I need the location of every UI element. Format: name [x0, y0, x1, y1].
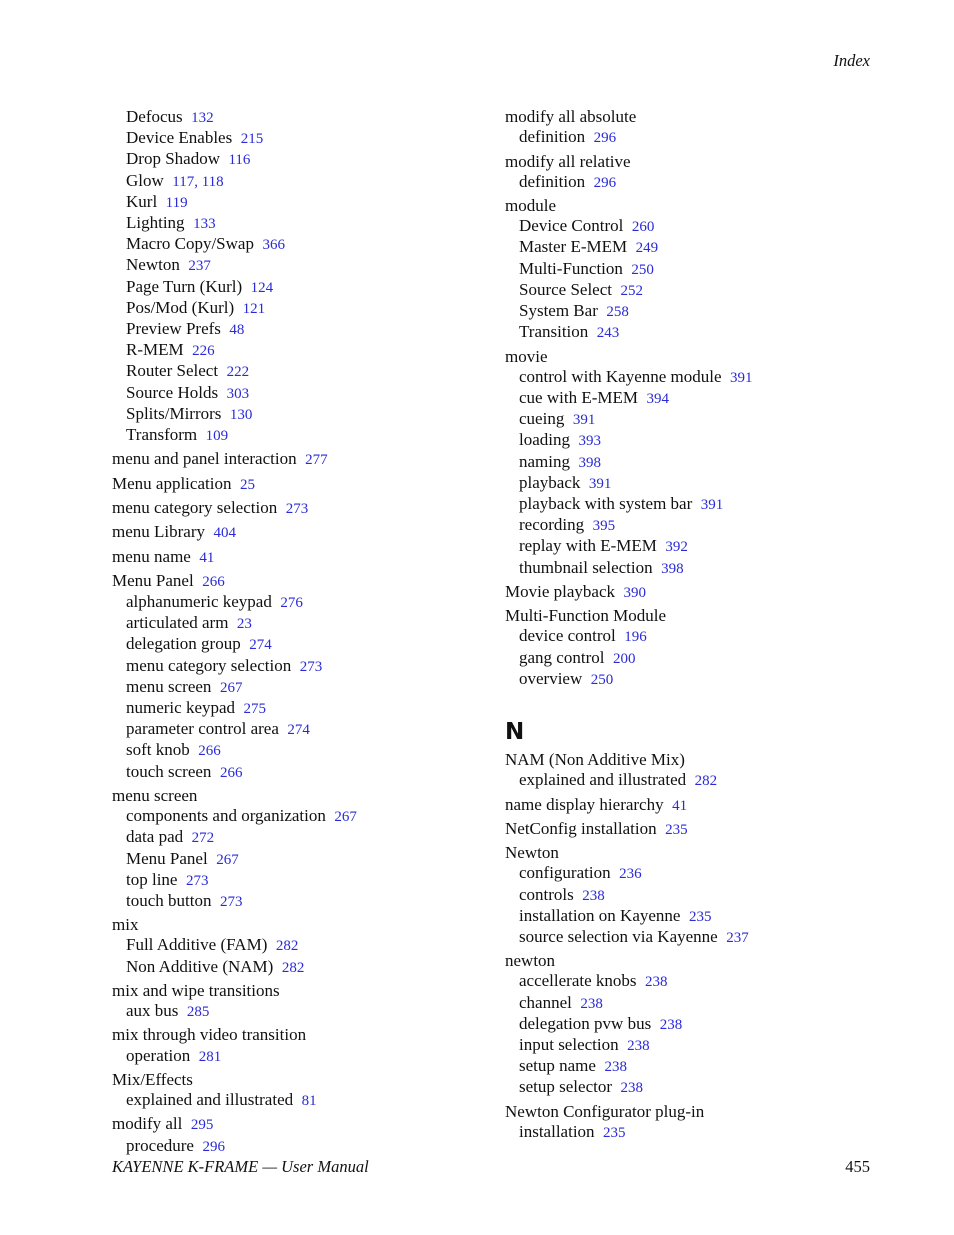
- page-link[interactable]: 236: [619, 866, 642, 883]
- index-term: numeric keypad: [126, 698, 236, 718]
- page-link[interactable]: 391: [588, 475, 612, 492]
- index-subentry: [112, 404, 492, 425]
- index-term: menu Library: [112, 522, 205, 542]
- index-subentry: [505, 430, 885, 451]
- index-subentry: [505, 648, 885, 669]
- index-term: components and organization: [126, 806, 326, 826]
- index-term: operation: [126, 1045, 191, 1065]
- index-term: menu category selection: [126, 655, 292, 675]
- index-term: control with Kayenne module: [519, 366, 722, 386]
- index-term: NetConfig installation: [505, 818, 657, 838]
- index-subentry: [112, 1001, 492, 1022]
- index-term: explained and illustrated: [519, 770, 687, 790]
- index-entry: [112, 1025, 492, 1045]
- page-link[interactable]: 196: [624, 629, 647, 646]
- index-term: movie: [505, 346, 548, 366]
- page-link[interactable]: 274: [249, 637, 272, 654]
- page-link[interactable]: 267: [334, 809, 357, 826]
- page-link[interactable]: 235: [603, 1124, 626, 1141]
- index-term: menu name: [112, 546, 191, 566]
- index-term: Menu Panel: [112, 570, 194, 590]
- index-subentry: [112, 957, 492, 978]
- page-link[interactable]: 215: [240, 131, 264, 148]
- index-term: Glow: [126, 170, 164, 190]
- page-link[interactable]: 121: [242, 300, 266, 317]
- index-subentry: [505, 536, 885, 557]
- index-subentry: [112, 613, 492, 634]
- index-term: data pad: [126, 827, 184, 847]
- index-term: Multi-Function Module: [505, 606, 667, 626]
- index-term: modify all relative: [505, 151, 631, 171]
- index-subentry: [505, 626, 885, 647]
- index-entry: [112, 522, 492, 543]
- page-link[interactable]: 133: [193, 216, 216, 233]
- page-link[interactable]: 237: [726, 929, 749, 946]
- index-column-right: [505, 107, 885, 1143]
- page-link[interactable]: 273: [185, 872, 209, 889]
- index-subentry: [112, 425, 492, 446]
- page-link[interactable]: 238: [627, 1038, 650, 1055]
- index-subentry: [112, 361, 492, 382]
- page-link[interactable]: 118: [201, 173, 224, 190]
- index-subentry: [112, 340, 492, 361]
- index-term: aux bus: [126, 1001, 179, 1021]
- index-term: thumbnail selection: [519, 557, 653, 577]
- page-link[interactable]: 390: [623, 584, 646, 601]
- page-link[interactable]: 391: [700, 496, 724, 513]
- index-subentry: [112, 213, 492, 234]
- index-subentry: [505, 927, 885, 948]
- index-column-left: [112, 107, 492, 1157]
- page-link[interactable]: 276: [280, 595, 303, 612]
- index-term: menu and panel interaction: [112, 449, 297, 469]
- index-term: setup selector: [519, 1077, 612, 1097]
- index-term: delegation pvw bus: [519, 1013, 652, 1033]
- page-link[interactable]: 226: [192, 343, 215, 360]
- page-link[interactable]: 238: [620, 1080, 643, 1097]
- index-entry: [505, 1102, 885, 1122]
- index-subentry: [112, 319, 492, 340]
- page-link[interactable]: 130: [229, 406, 253, 423]
- page-link[interactable]: 393: [578, 433, 601, 450]
- page-link[interactable]: 200: [612, 650, 636, 667]
- page-link[interactable]: 41: [199, 549, 215, 566]
- index-subentry: [112, 849, 492, 870]
- page-link[interactable]: 391: [572, 412, 596, 429]
- index-term: Source Select: [519, 279, 612, 299]
- index-subentry: [112, 762, 492, 783]
- page-link[interactable]: 296: [593, 130, 617, 147]
- page-link[interactable]: 272: [191, 830, 215, 847]
- page-link[interactable]: 295: [190, 1117, 214, 1134]
- index-subentry: [112, 719, 492, 740]
- page-link[interactable]: 296: [202, 1138, 225, 1155]
- index-term: Multi-Function: [519, 258, 623, 278]
- index-term: mix and wipe transitions: [112, 980, 280, 1000]
- page-link[interactable]: 25: [239, 476, 255, 493]
- index-term: playback with system bar: [519, 493, 693, 513]
- index-subentry: [112, 935, 492, 956]
- index-term: module: [505, 196, 556, 215]
- index-entry: [505, 819, 885, 840]
- index-subentry: [505, 409, 885, 430]
- index-subentry: [505, 259, 885, 280]
- index-term: Kurl: [126, 191, 158, 211]
- page-link[interactable]: 243: [596, 325, 620, 342]
- index-letter-heading: N: [505, 718, 525, 745]
- index-term: loading: [519, 430, 570, 450]
- page-link[interactable]: 109: [205, 428, 229, 445]
- page-link[interactable]: 41: [672, 797, 688, 814]
- index-term: playback: [519, 472, 581, 492]
- index-subentry: [505, 515, 885, 536]
- index-term: mix through video transition: [112, 1025, 307, 1045]
- page-link[interactable]: 260: [631, 219, 655, 236]
- index-subentry: [112, 677, 492, 698]
- index-entry: [505, 107, 885, 127]
- index-subentry: [112, 107, 492, 128]
- index-term: controls: [519, 884, 574, 904]
- index-term: alphanumeric keypad: [126, 592, 272, 612]
- index-subentry: [112, 1136, 492, 1157]
- index-term: replay with E-MEM: [519, 536, 657, 556]
- page-link[interactable]: 391: [730, 369, 753, 386]
- index-entry: [112, 1114, 492, 1135]
- page-link[interactable]: 281: [198, 1048, 222, 1065]
- page-link[interactable]: 274: [287, 722, 310, 739]
- index-subentry: [112, 192, 492, 213]
- index-term: Lighting: [126, 213, 185, 233]
- index-subentry: [112, 656, 492, 677]
- index-term: parameter control area: [126, 719, 279, 739]
- page-link[interactable]: 273: [219, 893, 243, 910]
- index-subentry: [112, 1090, 492, 1111]
- index-entry: [505, 582, 885, 603]
- index-term: name display hierarchy: [505, 794, 664, 814]
- index-subentry: [505, 558, 885, 579]
- page-link[interactable]: 273: [299, 658, 323, 675]
- index-term: Newton Configurator plug-in: [505, 1101, 705, 1121]
- index-entry: [505, 196, 885, 216]
- index-term: articulated arm: [126, 613, 229, 633]
- index-term: installation: [519, 1121, 595, 1141]
- page-link[interactable]: 237: [188, 258, 211, 275]
- index-term: Macro Copy/Swap: [126, 234, 254, 254]
- index-subentry: [505, 322, 885, 343]
- index-term: Movie playback: [505, 581, 615, 601]
- page-link[interactable]: 266: [219, 764, 243, 781]
- page-link[interactable]: 282: [281, 959, 305, 976]
- index-subentry: [505, 280, 885, 301]
- index-subentry: [112, 806, 492, 827]
- page-link[interactable]: 250: [590, 671, 614, 688]
- page-link[interactable]: 273: [285, 500, 309, 517]
- footer-title: KAYENNE K-FRAME — User Manual: [112, 1157, 369, 1176]
- page-link[interactable]: 249: [635, 240, 659, 257]
- index-subentry: [112, 277, 492, 298]
- index-term: Mix/Effects: [112, 1069, 193, 1089]
- index-term: Defocus: [126, 107, 183, 126]
- index-entry: [112, 915, 492, 935]
- index-term: definition: [519, 127, 586, 147]
- page-link[interactable]: 252: [620, 282, 643, 299]
- index-term: configuration: [519, 863, 611, 883]
- index-term: explained and illustrated: [126, 1090, 294, 1110]
- index-subentry: [505, 863, 885, 884]
- index-term: modify all: [112, 1114, 183, 1134]
- index-subentry: [505, 906, 885, 927]
- page-link[interactable]: 124: [250, 279, 274, 296]
- index-term: overview: [519, 668, 583, 688]
- index-term: Master E-MEM: [519, 237, 628, 257]
- index-subentry: [505, 1035, 885, 1056]
- index-entry: [505, 152, 885, 172]
- index-subentry: [505, 388, 885, 409]
- index-subentry: [505, 301, 885, 322]
- index-subentry: [112, 128, 492, 149]
- index-term: cueing: [519, 409, 565, 429]
- index-subentry: [505, 452, 885, 473]
- index-entry: [112, 547, 492, 568]
- index-subentry: [112, 592, 492, 613]
- index-term: Source Holds: [126, 382, 219, 402]
- page-link[interactable]: 267: [219, 679, 243, 696]
- index-subentry: [505, 216, 885, 237]
- page-link[interactable]: 238: [659, 1016, 683, 1033]
- index-subentry: [505, 669, 885, 690]
- page-link[interactable]: 282: [275, 938, 299, 955]
- index-subentry: [505, 971, 885, 992]
- page-link[interactable]: 275: [243, 701, 267, 718]
- footer-page-number: 455: [845, 1157, 870, 1176]
- index-term: Device Control: [519, 216, 624, 236]
- section-gap: [505, 690, 885, 711]
- index-subentry: [505, 770, 885, 791]
- page-link[interactable]: 296: [593, 174, 617, 191]
- index-subentry: [112, 698, 492, 719]
- index-entry-continuation: [505, 127, 885, 148]
- index-subentry: [112, 298, 492, 319]
- page-link[interactable]: 116: [228, 152, 251, 169]
- index-entry: [112, 571, 492, 592]
- index-subentry: [505, 367, 885, 388]
- page-link[interactable]: 222: [226, 364, 250, 381]
- index-entry: [505, 951, 885, 971]
- page-link[interactable]: 398: [578, 454, 601, 471]
- index-term: cue with E-MEM: [519, 387, 638, 407]
- index-term: channel: [519, 992, 572, 1012]
- index-term: Menu Panel: [126, 848, 208, 868]
- index-term: touch button: [126, 890, 212, 910]
- index-term: touch screen: [126, 761, 212, 781]
- running-header: Index: [833, 51, 870, 70]
- index-term: installation on Kayenne: [519, 905, 681, 925]
- page-link[interactable]: 303: [226, 385, 250, 402]
- index-term: Drop Shadow: [126, 149, 220, 169]
- index-term: Newton: [126, 255, 180, 275]
- page-link[interactable]: 81: [301, 1093, 317, 1110]
- page-link[interactable]: 267: [216, 851, 239, 868]
- index-entry-continuation: [112, 1046, 492, 1067]
- index-term: naming: [519, 451, 570, 471]
- page-link[interactable]: 398: [661, 560, 684, 577]
- index-term: menu category selection: [112, 497, 278, 517]
- page-link[interactable]: 238: [580, 995, 603, 1012]
- page-link[interactable]: 48: [229, 322, 245, 339]
- index-subentry: [112, 634, 492, 655]
- page-link[interactable]: 277: [305, 452, 328, 469]
- index-subentry: Glow 117, 118: [126, 170, 224, 190]
- page-link[interactable]: 238: [645, 974, 668, 991]
- index-term: Device Enables: [126, 128, 233, 148]
- index-term: recording: [519, 515, 585, 535]
- index-subentry: [112, 234, 492, 255]
- index-subentry: [505, 885, 885, 906]
- index-term: procedure: [126, 1135, 194, 1155]
- index-term: menu screen: [126, 676, 212, 696]
- index-term: Transition: [519, 322, 589, 342]
- page-link[interactable]: 258: [606, 304, 629, 321]
- index-subentry: [505, 237, 885, 258]
- index-term: Page Turn (Kurl): [126, 276, 243, 296]
- index-subentry: [112, 149, 492, 170]
- index-subentry: [505, 1056, 885, 1077]
- index-entry: [112, 981, 492, 1001]
- index-term: System Bar: [519, 301, 598, 321]
- index-term: accellerate knobs: [519, 971, 637, 991]
- index-term: Preview Prefs: [126, 319, 221, 339]
- index-term: newton: [505, 951, 556, 971]
- page-link[interactable]: 395: [592, 518, 616, 535]
- index-subentry: [505, 993, 885, 1014]
- index-term: Transform: [126, 425, 198, 445]
- page-link[interactable]: 394: [646, 390, 669, 407]
- page-link[interactable]: 282: [694, 773, 718, 790]
- index-entry-continuation: [505, 172, 885, 193]
- index-subentry: [505, 1077, 885, 1098]
- index-term: Newton: [505, 843, 559, 863]
- index-term: NAM (Non Additive Mix): [505, 750, 685, 770]
- page-link[interactable]: 238: [604, 1059, 627, 1076]
- index-term: Menu application: [112, 473, 232, 493]
- page-link[interactable]: 250: [631, 261, 654, 278]
- index-term: gang control: [519, 647, 605, 667]
- index-term: Non Additive (NAM): [126, 956, 274, 976]
- index-term: definition: [519, 171, 586, 191]
- page-link[interactable]: 238: [582, 887, 605, 904]
- index-term: input selection: [519, 1035, 619, 1055]
- index-entry: [505, 606, 885, 626]
- index-entry: [112, 449, 492, 470]
- index-subentry: [505, 494, 885, 515]
- page-link[interactable]: 266: [202, 573, 225, 590]
- index-term: menu screen: [112, 785, 198, 805]
- index-entry: [112, 786, 492, 806]
- index-term: R-MEM: [126, 340, 184, 360]
- index-subentry: [112, 383, 492, 404]
- index-entry: [112, 474, 492, 495]
- index-subentry: [505, 1014, 885, 1035]
- index-subentry: [112, 255, 492, 276]
- index-entry: [505, 750, 885, 770]
- index-term: Splits/Mirrors: [126, 403, 222, 423]
- index-term: top line: [126, 869, 178, 889]
- page-link[interactable]: 23: [236, 616, 252, 633]
- page-link[interactable]: 392: [665, 539, 688, 556]
- index-entry: [505, 347, 885, 367]
- index-entry-continuation: [505, 1122, 885, 1143]
- index-term: delegation group: [126, 634, 241, 654]
- index-subentry: [112, 891, 492, 912]
- index-term: setup name: [519, 1056, 596, 1076]
- index-entry: [505, 795, 885, 816]
- index-entry: [112, 498, 492, 519]
- index-subentry: [112, 827, 492, 848]
- page-link[interactable]: 235: [665, 821, 688, 838]
- index-term: soft knob: [126, 740, 190, 760]
- page-link[interactable]: 366: [262, 237, 285, 254]
- index-entry: [505, 843, 885, 863]
- index-subentry: [112, 740, 492, 761]
- page-link[interactable]: 404: [213, 525, 236, 542]
- page-link[interactable]: 266: [198, 743, 221, 760]
- index-subentry: [505, 473, 885, 494]
- page-link[interactable]: 235: [688, 908, 712, 925]
- page-link[interactable]: 117: [172, 173, 195, 190]
- page-link[interactable]: 285: [186, 1004, 210, 1021]
- index-term: mix: [112, 915, 139, 935]
- page-link[interactable]: 132: [191, 110, 214, 126]
- page-link[interactable]: 119: [165, 194, 188, 211]
- index-term: modify all absolute: [505, 107, 637, 126]
- index-term: source selection via Kayenne: [519, 926, 718, 946]
- index-term: Router Select: [126, 361, 219, 381]
- index-term: device control: [519, 626, 616, 646]
- index-term: Pos/Mod (Kurl): [126, 297, 235, 317]
- index-term: Full Additive (FAM): [126, 935, 268, 955]
- index-entry: [112, 1070, 492, 1090]
- index-subentry: [112, 870, 492, 891]
